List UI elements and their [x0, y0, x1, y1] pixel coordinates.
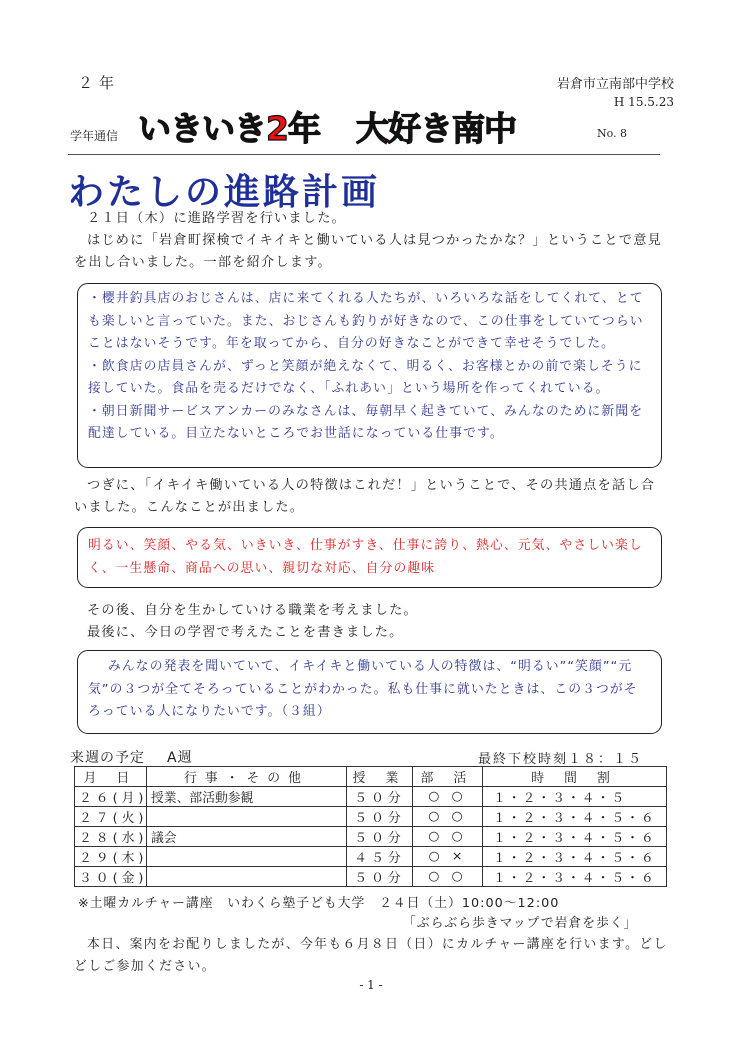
- cell-date: ３０(金): [75, 867, 147, 887]
- intro-line-1: ２１日（木）に進路学習を行いました。: [87, 211, 346, 226]
- closing-text: 本日、案内をお配りしましたが、今年も６月８日（日）にカルチャー講座を行います。どしどしご参加ください。: [74, 937, 668, 974]
- newsletter-label: 学年通信: [70, 129, 119, 143]
- page-number: - 1 -: [359, 978, 383, 992]
- cell-event: [147, 867, 347, 887]
- cell-date: ２８(水): [75, 827, 147, 847]
- banner-left: いきいき2年: [138, 109, 320, 148]
- cell-clubs: ○ ○: [413, 867, 483, 887]
- reflection-box: [77, 650, 662, 734]
- traits-text: 明るい、笑顔、やる気、いきいき、仕事がすき、仕事に誇り、熱心、元気、やさしい楽しく、一生懸命、商品への思い、親切な対応、自分の趣味: [88, 538, 643, 576]
- newsletter-banner: [138, 103, 516, 149]
- intro-paragraph: [74, 208, 668, 274]
- example-item: ・櫻井釣具店のおじさんは、店に来てくれる人たちが、いろいろな話をしてくれて、とても楽しいと言っていた。また、おじさんも釣りが好きなので、この仕事をしていてつらいことはないそうです。年を取ってから、自分の好きなことができて幸せそうでした。: [88, 291, 644, 351]
- mid-paragraph: [74, 475, 668, 519]
- examples-box: [77, 283, 662, 468]
- cell-classes: ４５分: [347, 847, 413, 867]
- table-row: [75, 847, 667, 867]
- week-label: A週: [167, 750, 193, 766]
- school-name: 岩倉市立南部中学校: [556, 77, 674, 92]
- issue-date: H 15.5.23: [613, 95, 674, 109]
- col-header-clubs: 部 活: [413, 767, 483, 787]
- col-header-timetable: 時 間 割: [483, 767, 667, 787]
- schedule-heading: [70, 747, 193, 767]
- table-row: [75, 787, 667, 807]
- schedule-title: 来週の予定: [70, 750, 145, 766]
- cell-clubs: ○ ○: [413, 807, 483, 827]
- cell-event: 議会: [147, 827, 347, 847]
- grade-label: ２年: [78, 74, 121, 92]
- reflection-text: みんなの発表を聞いていて、イキイキと働いている人の特徴は、“明るい”“笑顔”“元気”の３つが全てそろっていることがわかった。私も仕事に就いたときは、この３つがそろっている人になりたいです。（３組）: [88, 659, 638, 719]
- issue-number: No. 8: [597, 127, 628, 140]
- cell-classes: ５０分: [347, 867, 413, 887]
- culture-lecture-note: ※土曜カルチャー講座 いわくら塾子ども大学 ２４日（土）10:00～12:00: [78, 896, 560, 911]
- cell-clubs: ○ ○: [413, 827, 483, 847]
- culture-lecture-subtitle: 「ぶらぶら歩きマップで岩倉を歩く」: [403, 916, 638, 931]
- col-header-events: 行事・その他: [147, 767, 347, 787]
- after-line-1: その後、自分を生かしていける職業を考えました。: [87, 603, 418, 618]
- cell-classes: ５０分: [347, 787, 413, 807]
- cell-timetable: １・２・３・４・５・６: [483, 807, 667, 827]
- cell-event: 授業、部活動参観: [147, 787, 347, 807]
- example-item: ・朝日新聞サービスアンカーのみなさんは、毎朝早く起きていて、みんなのために新聞を配達している。目立たないところでお世話になっている仕事です。: [88, 403, 644, 441]
- traits-box: [77, 527, 662, 588]
- header-divider: [68, 154, 660, 155]
- cell-date: ２７(火): [75, 807, 147, 827]
- col-header-date: 月 日: [75, 767, 147, 787]
- cell-timetable: １・２・３・４・５・６: [483, 867, 667, 887]
- schedule-table: [74, 766, 667, 887]
- cell-timetable: １・２・３・４・５・６: [483, 827, 667, 847]
- table-row: [75, 827, 667, 847]
- cell-clubs: ○ ○: [413, 787, 483, 807]
- after-paragraph: [74, 600, 668, 644]
- banner-right: 大好き南中: [355, 109, 516, 148]
- example-item: ・飲食店の店員さんが、ずっと笑顔が絶えなくて、明るく、お客様とかの前で楽しそうに接していた。食品を売るだけでなく、「ふれあい」という場所を作ってくれている。: [88, 358, 643, 396]
- intro-line-2: はじめに「岩倉町探検でイキイキと働いている人は見つかったかな？」ということで意見を出し合いました。一部を紹介します。: [74, 233, 662, 270]
- closing-paragraph: [74, 934, 674, 978]
- cell-date: ２６(月): [75, 787, 147, 807]
- cell-clubs: ○ ×: [413, 847, 483, 867]
- cell-event: [147, 847, 347, 867]
- dismissal-time: 最終下校時刻１８：１５: [478, 752, 644, 767]
- article-title: わたしの進路計画: [68, 172, 381, 213]
- cell-classes: ５０分: [347, 807, 413, 827]
- table-header-row: [75, 767, 667, 787]
- table-row: [75, 807, 667, 827]
- cell-date: ２９(木): [75, 847, 147, 867]
- cell-timetable: １・２・３・４・５・６: [483, 847, 667, 867]
- mid-text: つぎに、「イキイキ働いている人の特徴はこれだ！」ということで、その共通点を話し合いました。こんなことが出ました。: [74, 478, 656, 515]
- cell-timetable: １・２・３・４・５: [483, 787, 667, 807]
- col-header-classes: 授 業: [347, 767, 413, 787]
- table-row: [75, 867, 667, 887]
- after-line-2: 最後に、今日の学習で考えたことを書きました。: [87, 625, 404, 640]
- cell-classes: ５０分: [347, 827, 413, 847]
- cell-event: [147, 807, 347, 827]
